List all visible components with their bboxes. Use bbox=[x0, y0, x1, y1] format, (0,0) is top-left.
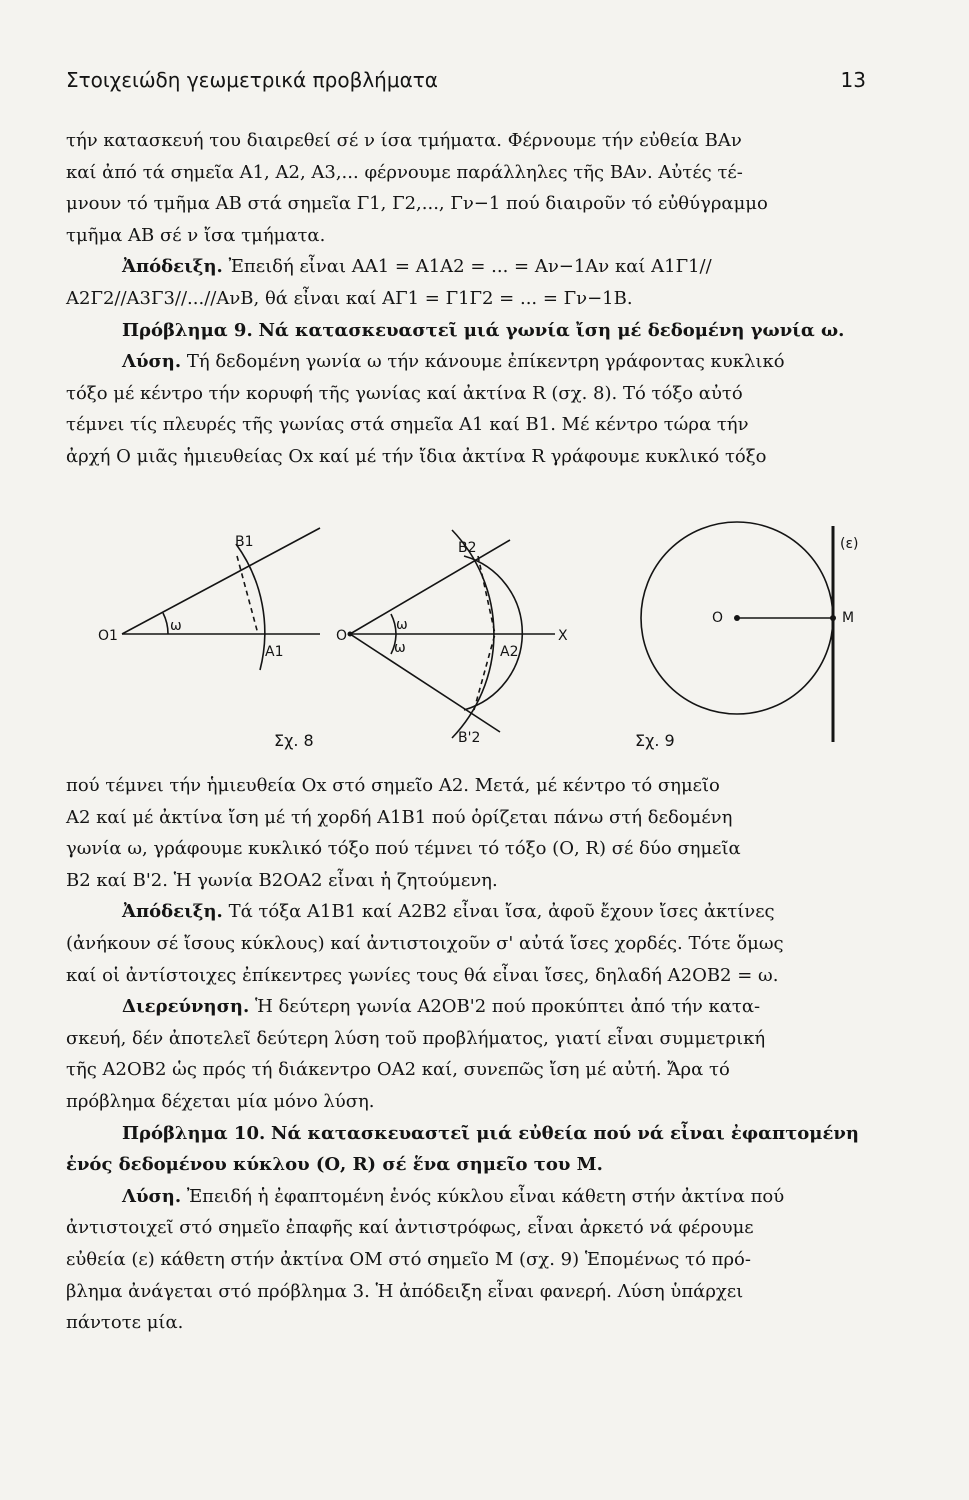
label-a2: A2 bbox=[500, 644, 519, 660]
text-line: πάντοτε μία. bbox=[66, 1312, 184, 1334]
label-b2: B2 bbox=[458, 540, 477, 556]
text-line: γωνία ω, γράφουμε κυκλικό τόξο πού τέμνει τό τόξο (Ο, R) σέ δύο σημεῖα bbox=[66, 838, 741, 860]
label-a1: A1 bbox=[265, 644, 284, 660]
proof-label: Ἀπόδειξη. bbox=[122, 901, 223, 923]
angle-side-oblique bbox=[122, 528, 320, 634]
text-line: ἀντιστοιχεῖ στό σημεῖο ἐπαφῆς καί ἀντιστρόφως, εἶναι ἀρκετό νά φέρουμε bbox=[66, 1217, 754, 1239]
label-omega-upper: ω bbox=[396, 617, 408, 633]
chord-a2b2-prime bbox=[474, 634, 495, 710]
text-line: τμῆμα ΑΒ σέ ν ἴσα τμήματα. bbox=[66, 224, 326, 246]
fig8-caption: Σχ. 8 bbox=[274, 731, 314, 750]
point-o bbox=[734, 615, 740, 621]
proof-text: Τά τόξα Α1Β1 καί Α2Β2 εἶναι ἴσα, ἀφοῦ ἔχουν ἴσες ἀκτίνες bbox=[228, 901, 775, 923]
problem-statement: Νά κατασκευαστεῖ μιά εὐθεία πού νά εἶναι ἐφαπτομένη bbox=[270, 1122, 859, 1144]
text-line: ἀρχή Ο μιᾶς ἡμιευθείας Οx καί μέ τήν ἴδια ἀκτίνα R γράφουμε κυκλικό τόξο bbox=[66, 445, 767, 467]
label-b2-prime: B'2 bbox=[458, 730, 481, 746]
solution-text: Ἐπειδή ἡ ἐφαπτομένη ἑνός κύκλου εἶναι κάθετη στήν ἀκτίνα πού bbox=[186, 1185, 785, 1207]
problem-label: Πρόβλημα 9. bbox=[122, 319, 253, 341]
text-line: Α2 καί μέ ἀκτίνα ἴση μέ τή χορδή Α1Β1 πού ὁρίζεται πάνω στή δεδομένη bbox=[66, 806, 733, 828]
problem-9 bbox=[66, 315, 872, 347]
discussion bbox=[66, 991, 872, 1023]
label-epsilon: (ε) bbox=[840, 536, 859, 552]
label-omega: ω bbox=[170, 618, 182, 634]
text-line: βλημα ἀνάγεται στό πρόβλημα 3. Ἡ ἀπόδειξη εἶναι φανερή. Λύση ὑπάρχει bbox=[66, 1280, 744, 1302]
text-line: εὐθεία (ε) κάθετη στήν ἀκτίνα ΟΜ στό σημεῖο Μ (σχ. 9) Ἑπομένως τό πρό- bbox=[66, 1248, 751, 1270]
text-line: τῆς Α2ΟΒ2 ὡς πρός τή διάκεντρο ΟΑ2 καί, συνεπῶς ἴση μέ αὐτή. Ἄρα τό bbox=[66, 1059, 730, 1081]
label-o: O bbox=[336, 628, 348, 644]
chord-a2b2 bbox=[478, 556, 495, 634]
text-block-2 bbox=[66, 770, 872, 1339]
text-line: τήν κατασκευή του διαιρεθεί σέ ν ίσα τμήματα. Φέρνουμε τήν εὐθεία ΒΑν bbox=[66, 130, 742, 151]
text-line: τόξο μέ κέντρο τήν κορυφή τῆς γωνίας καί ἀκτίνα R (σχ. 8). Τό τόξο αὐτό bbox=[66, 382, 743, 404]
label-o1: O1 bbox=[98, 628, 118, 644]
point-m bbox=[830, 615, 836, 621]
proof-2 bbox=[66, 896, 872, 928]
point-o-mid bbox=[348, 632, 353, 637]
angle-mark bbox=[163, 613, 168, 634]
label-x: X bbox=[558, 628, 568, 644]
figure-8 bbox=[122, 522, 833, 742]
problem-label: Πρόβλημα 10. bbox=[122, 1122, 266, 1144]
text-block-1 bbox=[66, 125, 872, 473]
text-line: Α2Γ2//Α3Γ3//...//ΑνΒ, θά εἶναι καί ΑΓ1 = Γ1Γ2 = ... = Γν−1Β. bbox=[66, 287, 633, 309]
text-line: ἑνός δεδομένου κύκλου (Ο, R) σέ ἕνα σημεῖο του Μ. bbox=[66, 1154, 603, 1176]
label-b1: B1 bbox=[235, 534, 254, 550]
problem-statement: Νά κατασκευαστεῖ μιά γωνία ἴση μέ δεδομένη γωνία ω. bbox=[258, 319, 845, 341]
fig9-caption: Σχ. 9 bbox=[635, 731, 675, 750]
text-line: σκευή, δέν ἀποτελεῖ δεύτερη λύση τοῦ προβλήματος, γιατί εἶναι συμμετρική bbox=[66, 1027, 766, 1049]
figures-svg bbox=[60, 510, 920, 780]
text-line: πρόβλημα δέχεται μία μόνο λύση. bbox=[66, 1090, 375, 1112]
solution-9 bbox=[66, 346, 872, 378]
label-m: M bbox=[842, 610, 855, 626]
solution-text: Τή δεδομένη γωνία ω τήν κάνουμε ἐπίκεντρη γράφοντας κυκλικό bbox=[186, 351, 785, 373]
discussion-text: Ἡ δεύτερη γωνία Α2ΟΒ'2 πού προκύπτει ἀπό τήν κατα- bbox=[254, 996, 761, 1018]
text-line: τέμνει τίς πλευρές τῆς γωνίας στά σημεῖα Α1 καί Β1. Μέ κέντρο τώρα τήν bbox=[66, 414, 749, 436]
text-line: Β2 καί Β'2. Ἡ γωνία Β2ΟΑ2 εἶναι ἡ ζητούμενη. bbox=[66, 869, 498, 891]
text-line: μνουν τό τμῆμα ΑΒ στά σημεῖα Γ1, Γ2,..., Γν−1 πού διαιροῦν τό εὐθύγραμμο bbox=[66, 193, 768, 215]
solution-label: Λύση. bbox=[122, 351, 182, 373]
proof-text: Ἐπειδή εἶναι ΑΑ1 = Α1Α2 = ... = Αν−1Αν καί Α1Γ1// bbox=[228, 256, 712, 278]
text-line: καί ἀπό τά σημεῖα Α1, Α2, Α3,... φέρνουμε παράλληλες τῆς ΒΑν. Αὐτές τέ- bbox=[66, 161, 743, 183]
arc-r bbox=[236, 544, 265, 670]
label-o9: O bbox=[712, 610, 724, 626]
solution-label: Λύση. bbox=[122, 1185, 182, 1207]
discussion-label: Διερεύνηση. bbox=[122, 996, 250, 1018]
page-header bbox=[66, 68, 866, 92]
page-number: 13 bbox=[840, 68, 866, 92]
label-omega-lower: ω bbox=[394, 640, 406, 656]
text-line: (ἀνήκουν σέ ἴσους κύκλους) καί ἀντιστοιχοῦν σ' αὐτά ἴσες χορδές. Τότε ὅμως bbox=[66, 932, 784, 954]
solution-10 bbox=[66, 1181, 872, 1213]
text-line: πού τέμνει τήν ἡμιευθεία Οx στό σημεῖο Α2. Μετά, μέ κέντρο τό σημεῖο bbox=[66, 775, 720, 796]
proof-label: Ἀπόδειξη. bbox=[122, 256, 223, 278]
text-line: καί οἱ ἀντίστοιχες ἐπίκεντρες γωνίες τους θά εἶναι ἴσες, δηλαδή Α2ΟΒ2 = ω. bbox=[66, 964, 779, 986]
figures bbox=[60, 510, 920, 780]
proof-1 bbox=[66, 251, 872, 283]
problem-10 bbox=[66, 1118, 872, 1150]
running-title: Στοιχειώδη γεωμετρικά προβλήματα bbox=[66, 68, 438, 92]
ray-ob2-prime bbox=[350, 634, 500, 732]
